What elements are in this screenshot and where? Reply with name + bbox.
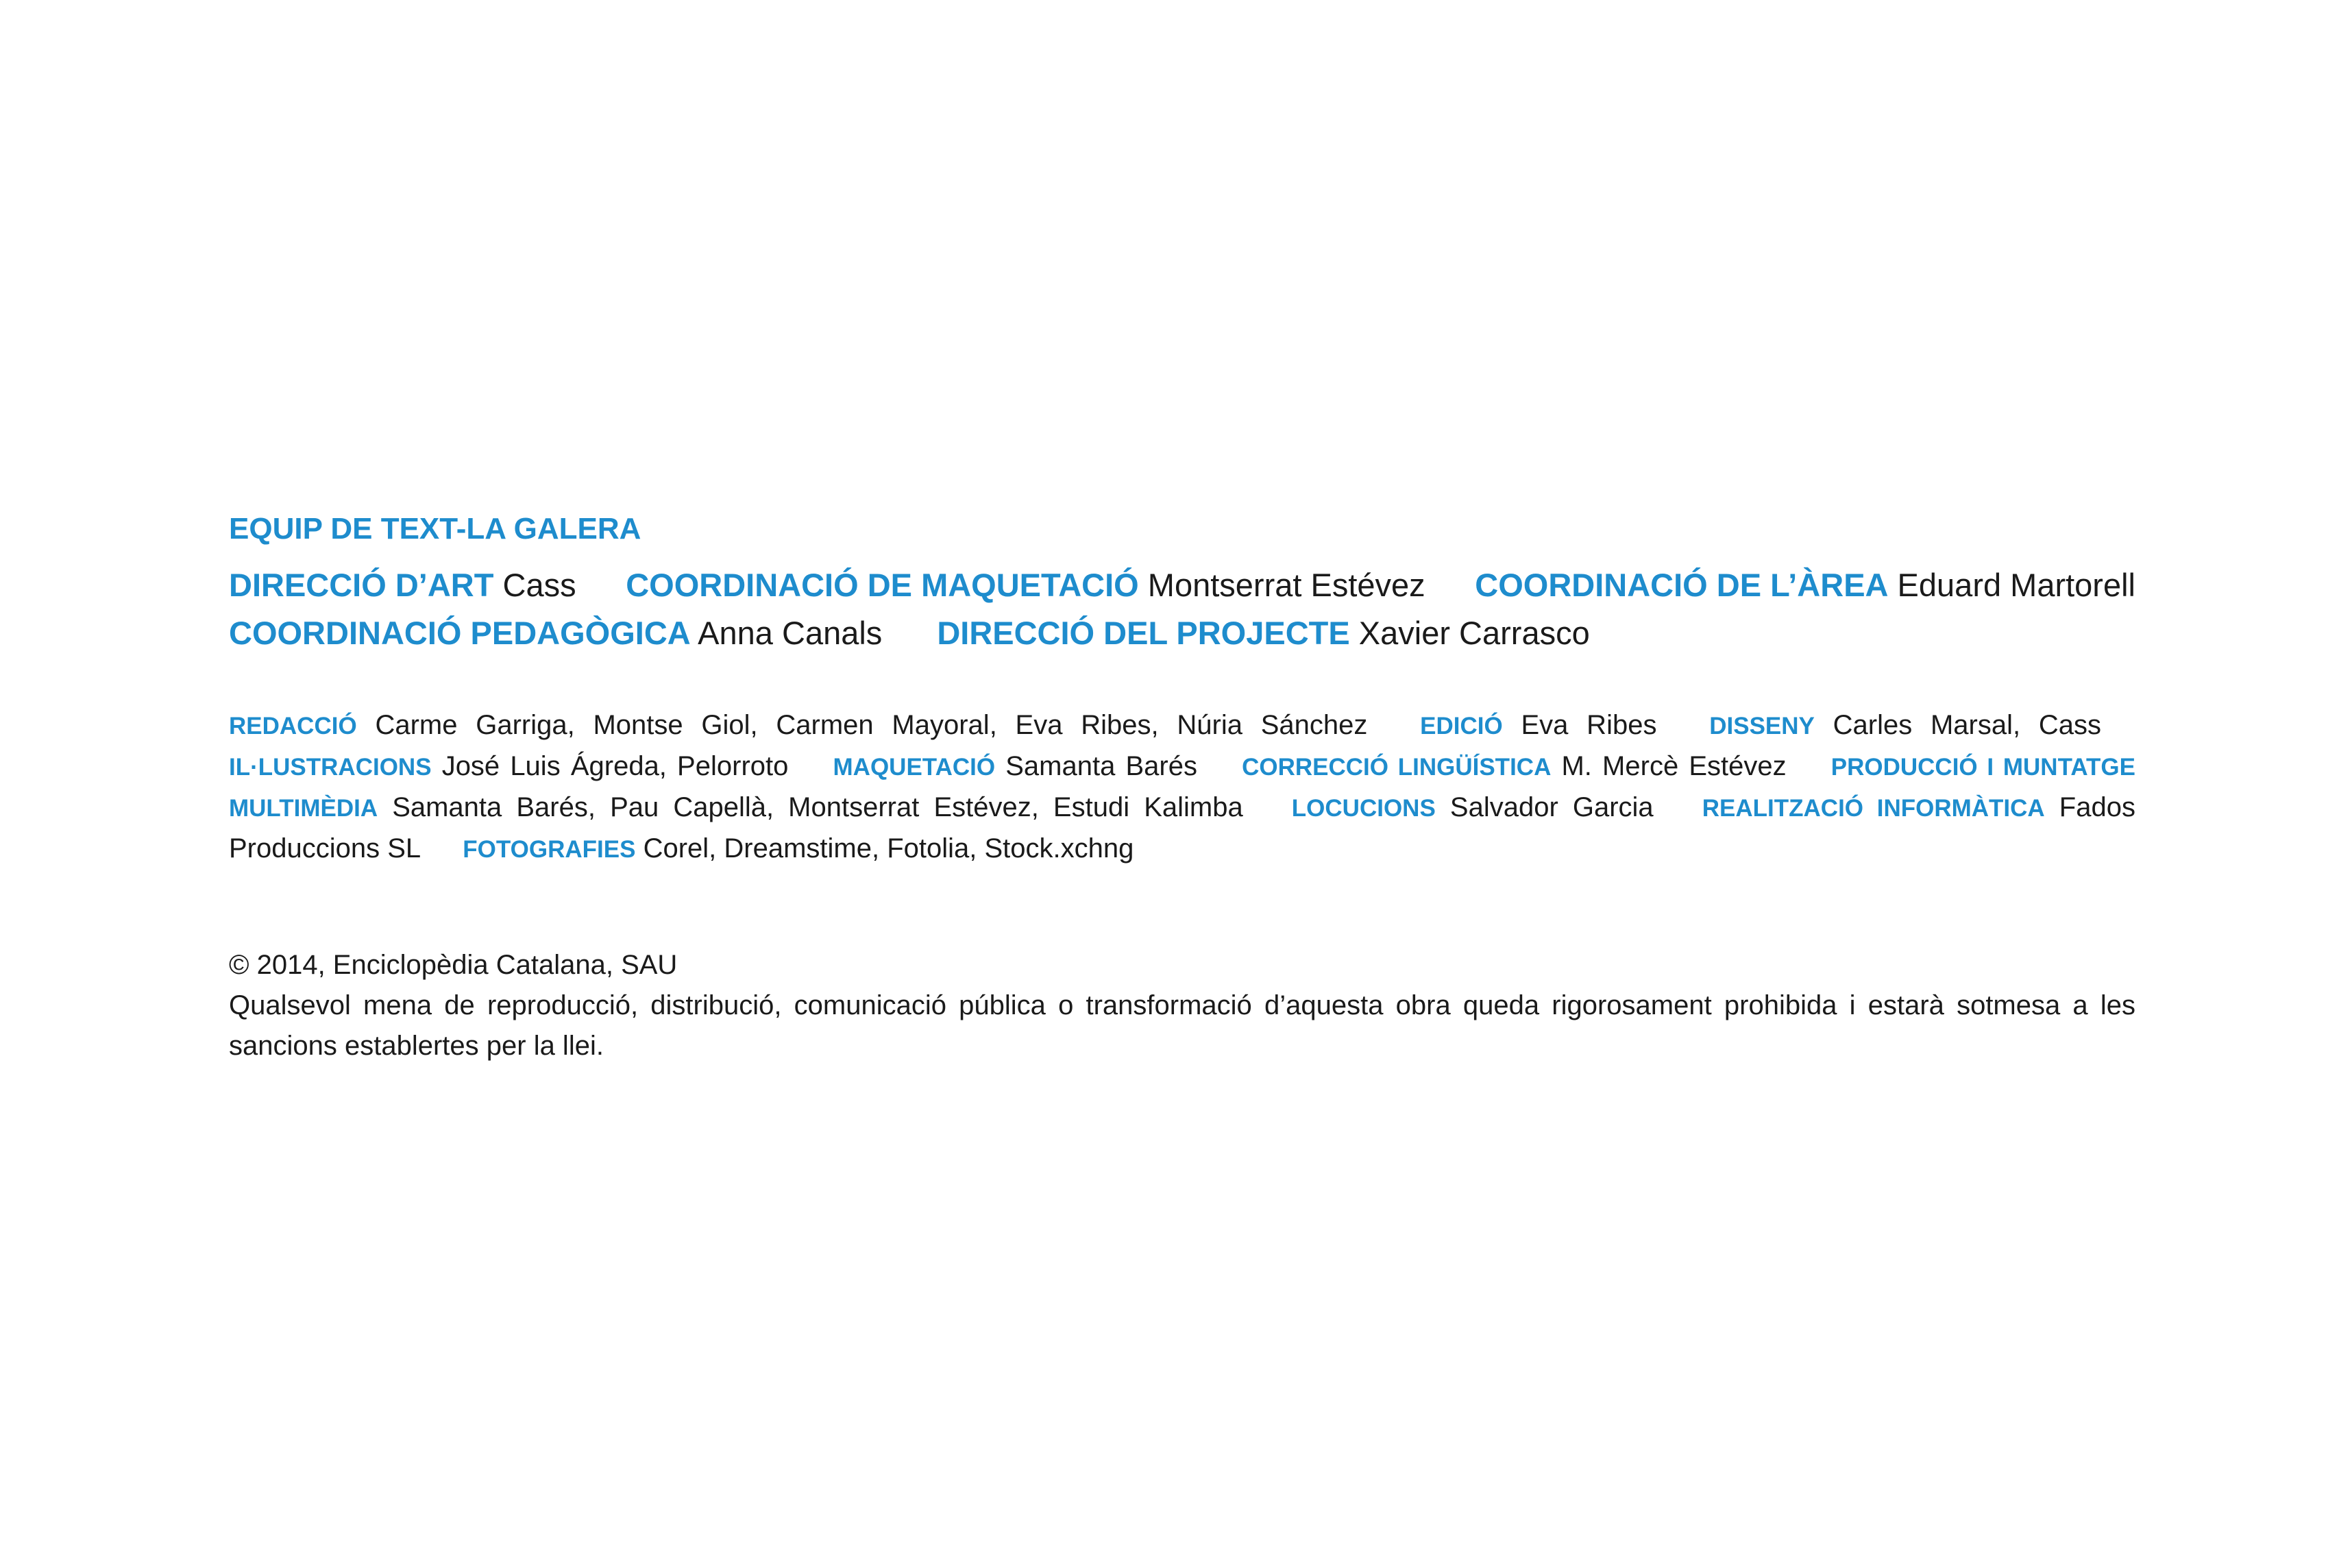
credit-value: Samanta Barés, Pau Capellà, Montserrat Estévez, Estudi Kalimba [392,792,1243,822]
credit-editing [1420,710,1656,740]
credit-value: Xavier Carrasco [1358,615,1590,651]
credit-value: Montserrat Estévez [1147,567,1425,603]
credit-design [1709,710,2101,740]
main-credits [229,561,2135,657]
credit-proofreading [1242,751,1787,781]
credit-value: Carles Marsal, Cass [1833,710,2102,740]
credit-layout [833,751,1197,781]
credit-label: COORDINACIÓ PEDAGÒGICA [229,615,691,651]
credit-label: LOCUCIONS [1291,795,1436,822]
credit-label: EDICIÓ [1420,713,1503,739]
credit-label: IL·LUSTRACIONS [229,754,432,781]
credit-layout-coordination [626,561,1425,609]
credit-value: Carme Garriga, Montse Giol, Carmen Mayoral, Eva Ribes, Núria Sánchez [375,710,1368,740]
credit-label: CORRECCIÓ LINGÜÍSTICA [1242,754,1552,781]
credit-label: MAQUETACIÓ [833,754,996,781]
secondary-credits [229,705,2135,870]
credit-label: PRODUCCIÓ I MUNTATGE MULTIMÈDIA [229,754,2135,822]
credit-area-coordination [1475,561,2135,609]
credit-illustrations [229,751,788,781]
legal-notice: Qualsevol mena de reproducció, distribució, comunicació pública o transformació d’aquesta obra queda rigorosament prohibida i estarà sotmesa a les sancions establertes per la llei. [229,990,2135,1061]
credit-label: REDACCIÓ [229,713,357,739]
credit-value: Samanta Barés [1005,751,1197,781]
credit-label: DIRECCIÓ DEL PROJECTE [937,615,1350,651]
credit-art-direction [229,561,576,609]
credit-label: DIRECCIÓ D’ART [229,567,494,603]
credit-value: Eduard Martorell [1897,567,2135,603]
credit-value: M. Mercè Estévez [1561,751,1787,781]
credit-label: FOTOGRAFIES [463,836,636,863]
credit-voiceovers [1292,792,1654,822]
credit-value: Corel, Dreamstime, Fotolia, Stock.xchng [643,833,1134,863]
credit-pedagogical-coordination [229,609,882,657]
credit-photographs [463,833,1134,863]
credit-writing [229,710,1367,740]
credit-value: Fados Produccions SL [229,792,2135,863]
main-credits-line-1 [229,561,2135,609]
main-credits-line-2 [229,609,2135,657]
credits-page [229,511,2135,1066]
credit-label: COORDINACIÓ DE L’ÀREA [1475,567,1889,603]
credit-value: Salvador Garcia [1449,792,1654,822]
credit-value: Cass [502,567,576,603]
credit-label: COORDINACIÓ DE MAQUETACIÓ [626,567,1139,603]
credit-label: REALITZACIÓ INFORMÀTICA [1702,795,2045,822]
credit-label: DISSENY [1709,713,1815,739]
credit-value: Anna Canals [698,615,883,651]
copyright-line: © 2014, Enciclopèdia Catalana, SAU [229,950,678,980]
credit-value: Eva Ribes [1521,710,1657,740]
credit-project-direction [937,609,1589,657]
credit-value: José Luis Ágreda, Pelorroto [441,751,789,781]
team-title: EQUIP DE TEXT-LA GALERA [229,512,641,546]
